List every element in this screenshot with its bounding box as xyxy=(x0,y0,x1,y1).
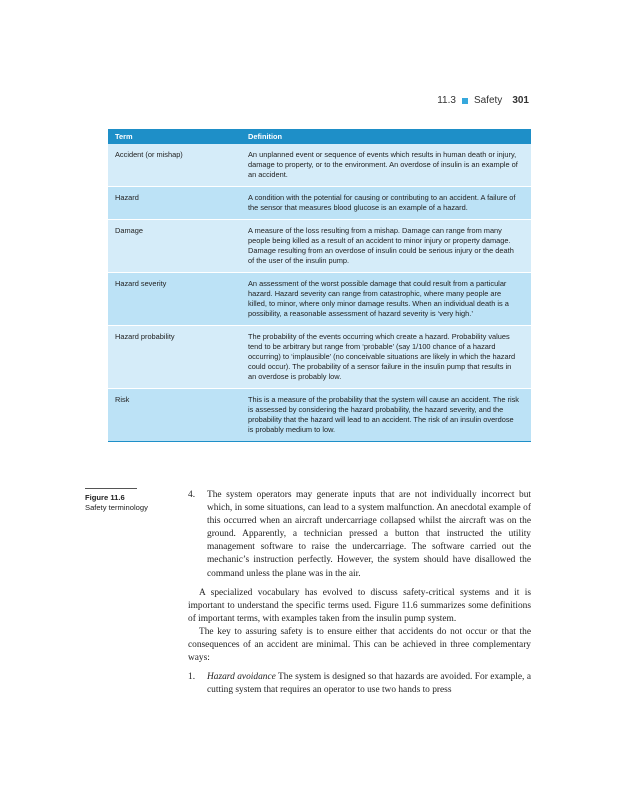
term-cell: Hazard probability xyxy=(115,332,175,341)
list-text: The system operators may generate inputs that are not individually incorrect but which, in some situations, can lead to a system malfunction. An anecdotal example of this occurred when an aircraft undercarriage collapsed whilst the aircraft was on the ground. Apparently, a technician pressed a button that instructed the utility management software to raise the undercarriage. The software carried out the mechanic’s instruction perfectly. However, the system should have disallowed the command unless the plane was in the air. xyxy=(207,490,531,579)
square-bullet-icon xyxy=(462,98,468,104)
section-number: 11.3 xyxy=(437,95,456,106)
list-term: Hazard avoidance xyxy=(207,672,276,683)
list-item xyxy=(188,489,531,581)
definition-cell: An assessment of the worst possible damage that could result from a particular hazard. Hazard severity can range from catastrophic, where many people are killed, to minor, where only minor damage results. When an individual death is a possibility, a reasonable assessment of hazard severity is ‘very high.’ xyxy=(248,279,509,318)
figure-caption xyxy=(85,488,175,513)
definition-cell: This is a measure of the probability that the system will cause an accident. The risk is assessed by considering the hazard probability, the hazard severity, and the probability that the hazard will lead to an accident. The risk of an insulin overdose is probably medium to low. xyxy=(248,395,519,434)
list-description: The system is designed so that hazards are avoided. For example, a cutting system that requires an operator to use two hands to press xyxy=(207,672,531,696)
term-cell: Damage xyxy=(115,226,143,235)
caption-rule xyxy=(85,488,137,489)
table-row xyxy=(108,144,531,186)
table-row xyxy=(108,272,531,325)
term-cell: Accident (or mishap) xyxy=(115,150,183,159)
definition-cell: The probability of the events occurring which create a hazard. Probability values tend to be arbitrary but range from ‘probable’ (say 1/100 chance of a hazard occurring) to ‘implausible’ (no conceivable situations are likely in which the hazard could occur). The probability of a sensor failure in the insulin pump that results in an overdose is probably low. xyxy=(248,332,516,381)
list-text xyxy=(207,671,531,697)
table-header xyxy=(108,129,531,144)
running-header xyxy=(437,95,529,106)
body-text xyxy=(188,489,531,697)
list-number: 1. xyxy=(188,672,196,683)
term-cell: Hazard xyxy=(115,193,139,202)
section-title: Safety xyxy=(473,95,503,106)
table-body xyxy=(108,144,531,441)
definition-cell: A condition with the potential for causing or contributing to an accident. A failure of the sensor that measures blood glucose is an example of a hazard. xyxy=(248,193,516,212)
table-row xyxy=(108,325,531,388)
table-row xyxy=(108,186,531,219)
paragraph: A specialized vocabulary has evolved to discuss safety-critical systems and it is important to understand the specific terms used. Figure 11.6 summarizes some definitions of important terms, with examples taken from the insulin pump system. xyxy=(188,587,531,624)
table-row xyxy=(108,388,531,441)
list-item xyxy=(188,671,531,697)
figure-title: Safety terminology xyxy=(85,503,148,512)
terminology-table xyxy=(108,129,531,442)
definition-cell: A measure of the loss resulting from a mishap. Damage can range from many people being killed as a result of an accident to minor injury or property damage. Damage resulting from an overdose of insulin could be serious injury or the death of the user of the insulin pump. xyxy=(248,226,514,265)
paragraph: The key to assuring safety is to ensure either that accidents do not occur or that the consequences of an accident are minimal. This can be achieved in three complementary ways: xyxy=(188,626,531,664)
term-cell: Risk xyxy=(115,395,130,404)
table-row xyxy=(108,219,531,272)
term-cell: Hazard severity xyxy=(115,279,167,288)
page-number: 301 xyxy=(512,95,529,106)
header-definition: Definition xyxy=(248,131,283,141)
header-term: Term xyxy=(115,131,133,141)
definition-cell: An unplanned event or sequence of events which results in human death or injury, damage to property, or to the environment. An overdose of insulin is an example of an accident. xyxy=(248,150,518,179)
list-number: 4. xyxy=(188,490,196,500)
figure-number: Figure 11.6 xyxy=(85,493,125,502)
